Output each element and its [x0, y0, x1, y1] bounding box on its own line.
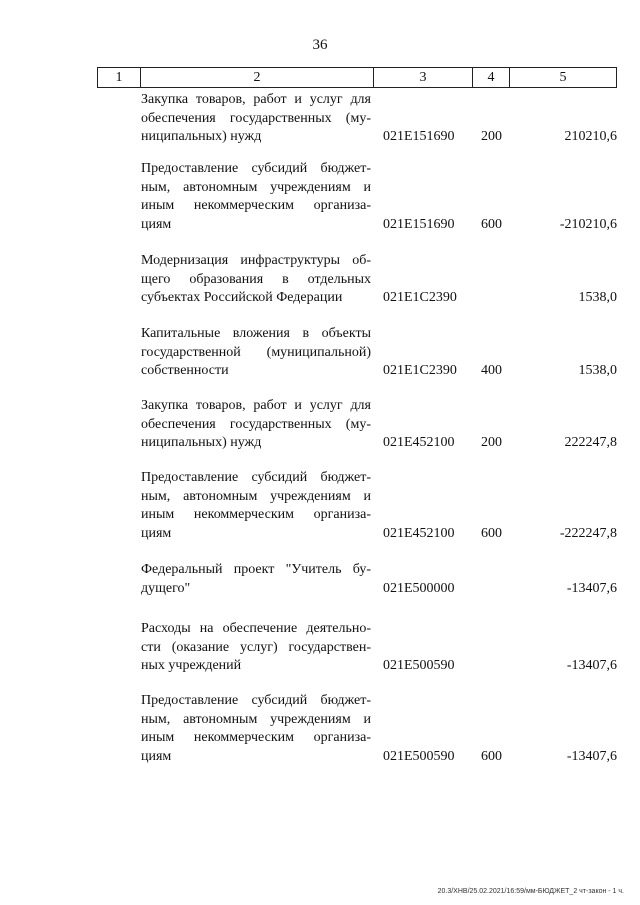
- row-code: 021E1C2390: [383, 363, 457, 378]
- description-line: иным некоммерческим организа-: [141, 730, 371, 745]
- description-line: Предоставление субсидий бюджет-: [141, 693, 371, 708]
- row-amount: -13407,6: [566, 748, 617, 764]
- description-line: ниципальных) нужд: [141, 435, 262, 450]
- row-amount: 1538,0: [578, 363, 617, 378]
- description-line: Федеральный проект "Учитель бу-: [141, 562, 371, 577]
- table-header: [97, 67, 617, 88]
- description-line: Модернизация инфраструктуры об-: [141, 253, 371, 268]
- description-line: иным некоммерческим организа-: [141, 507, 371, 522]
- row-amount: -210210,6: [559, 216, 617, 232]
- footer-stamp: 20.3/ХНВ/25.02.2021/16:59/мм-БЮДЖЕТ_2 чт-закон - 1 ч.: [437, 888, 624, 895]
- description-line: циям: [141, 748, 172, 764]
- row-expense-type: 600: [481, 216, 502, 232]
- row-expense-type: 200: [481, 435, 502, 450]
- description-line: дущего": [141, 580, 191, 596]
- row-description: [141, 252, 371, 308]
- row-expense-type: 600: [481, 525, 502, 541]
- row-amount: 210210,6: [564, 129, 617, 144]
- row-amount: 1538,0: [578, 290, 617, 305]
- row-description: [141, 160, 371, 234]
- row-amount: 222247,8: [564, 435, 617, 450]
- row-code: 021E500590: [383, 658, 455, 673]
- row-code: 021E452100: [383, 435, 455, 450]
- row-amount: -13407,6: [566, 658, 617, 673]
- description-line: ным, автономным учреждениям и: [141, 488, 371, 504]
- row-expense-type: 200: [481, 129, 502, 144]
- row-code: 021E500590: [383, 748, 455, 764]
- description-line: Расходы на обеспечение деятельно-: [141, 621, 371, 636]
- row-code: 021E151690: [383, 129, 455, 144]
- row-description: [141, 620, 371, 676]
- description-line: Закупка товаров, работ и услуг для: [141, 92, 371, 107]
- row-expense-type: 600: [481, 748, 502, 764]
- row-code: 021E1C2390: [383, 290, 457, 305]
- description-line: собственности: [141, 363, 229, 378]
- description-line: обеспечения государственных (му-: [141, 416, 371, 432]
- description-line: обеспечения государственных (му-: [141, 110, 371, 126]
- row-amount: -222247,8: [559, 525, 617, 541]
- description-line: циям: [141, 216, 172, 232]
- column-header-3: 3: [374, 68, 473, 88]
- column-header-1: 1: [98, 68, 141, 88]
- row-description: [141, 692, 371, 766]
- row-description: [141, 397, 371, 453]
- description-line: ным, автономным учреждениям и: [141, 711, 371, 727]
- description-line: циям: [141, 525, 172, 541]
- row-amount: -13407,6: [566, 580, 617, 596]
- row-code: 021E452100: [383, 525, 455, 541]
- description-line: Закупка товаров, работ и услуг для: [141, 398, 371, 413]
- row-code: 021E500000: [383, 580, 455, 596]
- page-number: 36: [312, 37, 328, 53]
- description-line: ных учреждений: [141, 658, 242, 673]
- row-code: 021E151690: [383, 216, 455, 232]
- row-description: [141, 91, 371, 147]
- row-description: [141, 325, 371, 381]
- description-line: субъектах Российской Федерации: [141, 290, 343, 305]
- column-header-5: 5: [510, 68, 617, 88]
- description-line: сти (оказание услуг) государствен-: [141, 639, 371, 655]
- description-line: ниципальных) нужд: [141, 129, 262, 144]
- description-line: иным некоммерческим организа-: [141, 198, 371, 213]
- description-line: Предоставление субсидий бюджет-: [141, 470, 371, 485]
- description-line: Предоставление субсидий бюджет-: [141, 161, 371, 176]
- column-header-2: 2: [141, 68, 374, 88]
- description-line: щего образования в отдельных: [141, 271, 371, 287]
- description-line: государственной (муниципальной): [141, 344, 371, 360]
- column-header-4: 4: [473, 68, 510, 88]
- description-line: ным, автономным учреждениям и: [141, 179, 371, 195]
- row-description: [141, 561, 371, 598]
- row-expense-type: 400: [481, 363, 502, 378]
- row-description: [141, 469, 371, 543]
- description-line: Капитальные вложения в объекты: [141, 326, 371, 341]
